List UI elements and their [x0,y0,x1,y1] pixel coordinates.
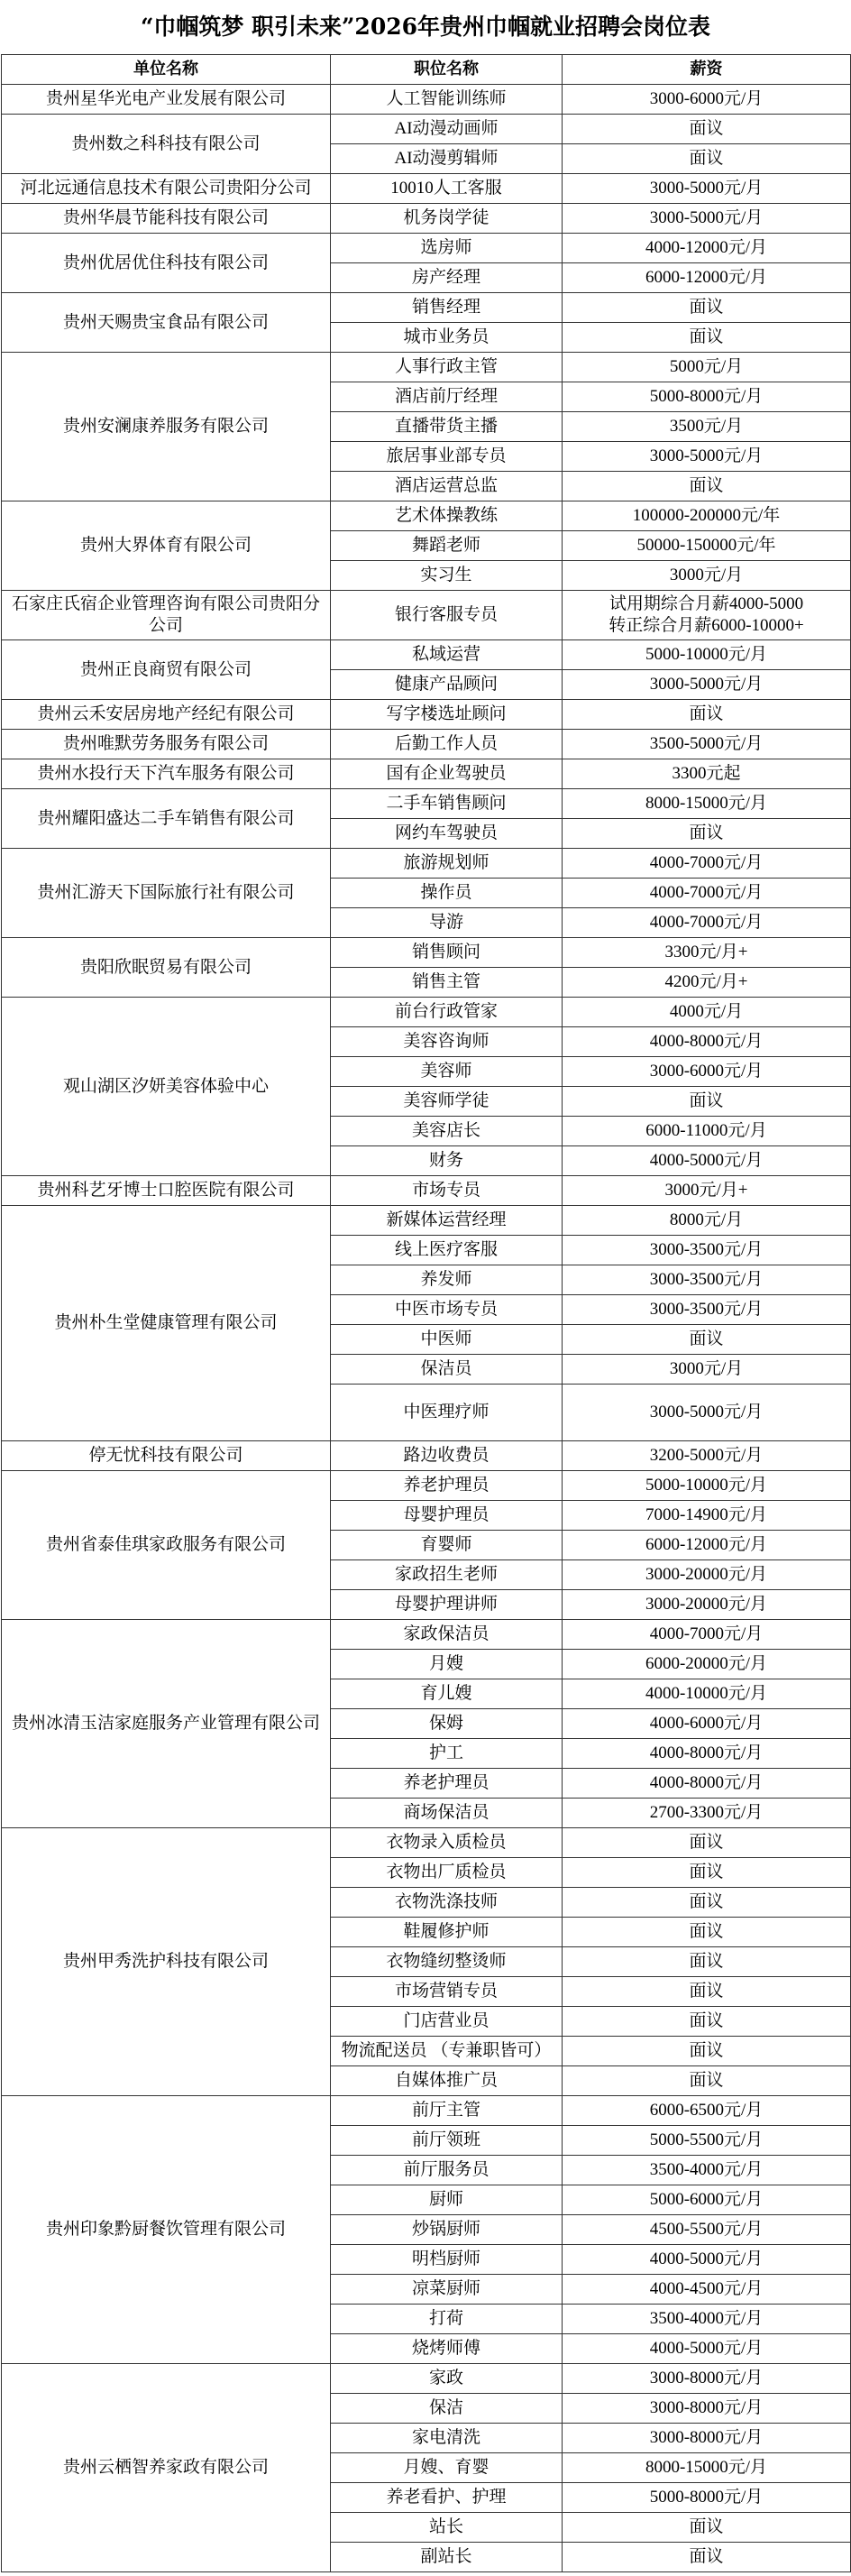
position-cell: 银行客服专员 [331,591,563,640]
page-title: “巾帼筑梦 职引未来”2026年贵州巾帼就业招聘会岗位表 [140,14,711,40]
position-cell: 导游 [331,908,563,938]
position-cell: 市场专员 [331,1176,563,1206]
company-name-cell: 观山湖区汐妍美容体验中心 [2,998,331,1176]
position-cell: 销售经理 [331,293,563,323]
salary-cell: 3000-6000元/月 [563,1057,851,1087]
salary-cell: 面议 [563,2066,851,2096]
salary-cell: 6000-12000元/月 [563,1531,851,1560]
table-row [2,1828,851,1858]
position-cell: 养老看护、护理 [331,2483,563,2513]
salary-cell: 3500-5000元/月 [563,730,851,759]
position-cell: 10010人工客服 [331,174,563,204]
company-name-cell: 贵州科艺牙博士口腔医院有限公司 [2,1176,331,1206]
salary-cell: 3000-20000元/月 [563,1560,851,1590]
table-row [2,2096,851,2126]
table-row [2,849,851,879]
salary-cell: 4000-5000元/月 [563,1146,851,1176]
position-cell: 副站长 [331,2543,563,2572]
table-header-row [2,55,851,85]
salary-cell: 2700-3300元/月 [563,1799,851,1828]
salary-cell: 面议 [563,819,851,849]
position-cell: 保洁员 [331,1355,563,1385]
position-cell: 商场保洁员 [331,1799,563,1828]
salary-cell: 4200元/月+ [563,968,851,998]
table-row [2,640,851,670]
salary-cell: 面议 [563,144,851,174]
position-cell: 前厅领班 [331,2126,563,2156]
company-name-cell: 贵州冰清玉洁家庭服务产业管理有限公司 [2,1620,331,1828]
salary-cell: 8000元/月 [563,1206,851,1236]
position-cell: 市场营销专员 [331,1977,563,2007]
table-row [2,1471,851,1501]
salary-cell: 面议 [563,1087,851,1117]
company-name-cell: 贵州省泰佳琪家政服务有限公司 [2,1471,331,1620]
table-row [2,1620,851,1650]
position-cell: 自媒体推广员 [331,2066,563,2096]
position-cell: 中医理疗师 [331,1385,563,1441]
company-name-cell: 贵州甲秀洗护科技有限公司 [2,1828,331,2096]
salary-cell: 面议 [563,1828,851,1858]
position-cell: 写字楼选址顾问 [331,700,563,730]
position-cell: AI动漫剪辑师 [331,144,563,174]
position-cell: 财务 [331,1146,563,1176]
salary-cell: 4000-5000元/月 [563,2334,851,2364]
table-row [2,2364,851,2394]
salary-cell: 4000-5000元/月 [563,2245,851,2275]
table-row [2,998,851,1027]
salary-cell: 面议 [563,1325,851,1355]
position-cell: 保姆 [331,1709,563,1739]
position-cell: 站长 [331,2513,563,2543]
company-name-cell: 贵州印象黔厨餐饮管理有限公司 [2,2096,331,2364]
table-header [2,55,851,85]
salary-cell: 3500-4000元/月 [563,2156,851,2185]
position-cell: 二手车销售顾问 [331,789,563,819]
salary-cell: 试用期综合月薪4000-5000 转正综合月薪6000-10000+ [563,591,851,640]
position-cell: 打荷 [331,2305,563,2334]
position-cell: 艺术体操教练 [331,501,563,531]
table-row [2,700,851,730]
position-cell: 炒锅厨师 [331,2215,563,2245]
salary-cell: 面议 [563,1888,851,1918]
position-cell: 衣物录入质检员 [331,1828,563,1858]
position-cell: 养老护理员 [331,1471,563,1501]
position-cell: 育婴师 [331,1531,563,1560]
position-cell: 美容师 [331,1057,563,1087]
salary-cell: 4000-7000元/月 [563,849,851,879]
position-cell: 国有企业驾驶员 [331,759,563,789]
salary-cell: 3200-5000元/月 [563,1441,851,1471]
salary-cell: 3000元/月+ [563,1176,851,1206]
company-name-cell: 河北远通信息技术有限公司贵阳分公司 [2,174,331,204]
table-row [2,730,851,759]
company-name-cell: 贵州正良商贸有限公司 [2,640,331,700]
position-cell: 明档厨师 [331,2245,563,2275]
position-cell: 房产经理 [331,263,563,293]
table-body [2,85,851,2572]
company-name-cell: 贵州安澜康养服务有限公司 [2,353,331,501]
position-cell: 前台行政管家 [331,998,563,1027]
salary-cell: 6000-12000元/月 [563,263,851,293]
table-row [2,759,851,789]
salary-cell: 4000-6000元/月 [563,1709,851,1739]
table-row [2,204,851,234]
company-name-cell: 贵州数之科科技有限公司 [2,115,331,174]
position-cell: 机务岗学徒 [331,204,563,234]
company-name-cell: 贵州唯默劳务服务有限公司 [2,730,331,759]
company-name-cell: 贵阳欣眠贸易有限公司 [2,938,331,998]
position-cell: 凉菜厨师 [331,2275,563,2305]
position-cell: 中医师 [331,1325,563,1355]
company-name-cell: 贵州天赐贵宝食品有限公司 [2,293,331,353]
company-name-cell: 停无忧科技有限公司 [2,1441,331,1471]
salary-cell: 3000-6000元/月 [563,85,851,115]
position-cell: 家政 [331,2364,563,2394]
table-row [2,174,851,204]
position-cell: 前厅主管 [331,2096,563,2126]
position-cell: 鞋履修护师 [331,1918,563,1947]
table-row [2,293,851,323]
salary-cell: 4000-10000元/月 [563,1679,851,1709]
salary-cell: 面议 [563,323,851,353]
salary-cell: 3000-5000元/月 [563,670,851,700]
salary-cell: 100000-200000元/年 [563,501,851,531]
salary-cell: 5000-10000元/月 [563,1471,851,1501]
company-name-cell: 石家庄氏宿企业管理咨询有限公司贵阳分公司 [2,591,331,640]
salary-cell: 3000元/月 [563,1355,851,1385]
position-cell: 育儿嫂 [331,1679,563,1709]
salary-cell: 3500元/月 [563,412,851,442]
salary-cell: 3000-20000元/月 [563,1590,851,1620]
salary-cell: 6000-11000元/月 [563,1117,851,1146]
salary-cell: 4000-12000元/月 [563,234,851,263]
header-salary: 薪资 [563,55,851,85]
salary-cell: 4000-8000元/月 [563,1769,851,1799]
company-name-cell: 贵州汇游天下国际旅行社有限公司 [2,849,331,938]
salary-cell: 4000-7000元/月 [563,879,851,908]
position-cell: 养发师 [331,1265,563,1295]
salary-cell: 3000元/月 [563,561,851,591]
table-row [2,789,851,819]
salary-cell: 3300元/月+ [563,938,851,968]
salary-cell: 4000-7000元/月 [563,1620,851,1650]
position-cell: 人事行政主管 [331,353,563,382]
table-row [2,1441,851,1471]
position-cell: 网约车驾驶员 [331,819,563,849]
header-company: 单位名称 [2,55,331,85]
salary-cell: 面议 [563,1918,851,1947]
salary-cell: 5000-8000元/月 [563,382,851,412]
position-cell: 销售顾问 [331,938,563,968]
position-cell: 新媒体运营经理 [331,1206,563,1236]
salary-cell: 3000-8000元/月 [563,2364,851,2394]
salary-cell: 3000-5000元/月 [563,174,851,204]
salary-cell: 3000-8000元/月 [563,2394,851,2424]
table-row [2,234,851,263]
position-cell: 酒店前厅经理 [331,382,563,412]
position-cell: 选房师 [331,234,563,263]
position-cell: 母婴护理讲师 [331,1590,563,1620]
salary-cell: 面议 [563,293,851,323]
company-name-cell: 贵州大界体育有限公司 [2,501,331,591]
salary-cell: 面议 [563,2543,851,2572]
salary-cell: 3000-3500元/月 [563,1236,851,1265]
position-cell: 舞蹈老师 [331,531,563,561]
salary-cell: 4500-5500元/月 [563,2215,851,2245]
salary-cell: 5000-6000元/月 [563,2185,851,2215]
salary-cell: 面议 [563,472,851,501]
position-cell: 中医市场专员 [331,1295,563,1325]
position-cell: AI动漫动画师 [331,115,563,144]
company-name-cell: 贵州耀阳盛达二手车销售有限公司 [2,789,331,849]
salary-cell: 3000-3500元/月 [563,1265,851,1295]
salary-cell: 3000-5000元/月 [563,204,851,234]
salary-cell: 3000-8000元/月 [563,2424,851,2453]
position-cell: 衣物出厂质检员 [331,1858,563,1888]
salary-cell: 3000-5000元/月 [563,442,851,472]
salary-cell: 5000-5500元/月 [563,2126,851,2156]
salary-cell: 8000-15000元/月 [563,2453,851,2483]
position-cell: 实习生 [331,561,563,591]
position-cell: 私域运营 [331,640,563,670]
salary-cell: 3000-3500元/月 [563,1295,851,1325]
position-cell: 前厅服务员 [331,2156,563,2185]
header-position: 职位名称 [331,55,563,85]
salary-cell: 6000-6500元/月 [563,2096,851,2126]
position-cell: 家政保洁员 [331,1620,563,1650]
position-cell: 月嫂、育婴 [331,2453,563,2483]
salary-cell: 面议 [563,1947,851,1977]
table-row [2,591,851,640]
company-name-cell: 贵州云禾安居房地产经纪有限公司 [2,700,331,730]
position-cell: 美容店长 [331,1117,563,1146]
position-cell: 保洁 [331,2394,563,2424]
company-name-cell: 贵州水投行天下汽车服务有限公司 [2,759,331,789]
company-name-cell: 贵州朴生堂健康管理有限公司 [2,1206,331,1441]
position-cell: 销售主管 [331,968,563,998]
position-cell: 美容师学徒 [331,1087,563,1117]
position-cell: 旅居事业部专员 [331,442,563,472]
table-row [2,1206,851,1236]
company-name-cell: 贵州星华光电产业发展有限公司 [2,85,331,115]
salary-cell: 5000元/月 [563,353,851,382]
salary-cell: 4000元/月 [563,998,851,1027]
position-cell: 衣物缝纫整烫师 [331,1947,563,1977]
position-cell: 后勤工作人员 [331,730,563,759]
position-cell: 衣物洗涤技师 [331,1888,563,1918]
position-cell: 护工 [331,1739,563,1769]
company-name-cell: 贵州云栖智养家政有限公司 [2,2364,331,2572]
table-row [2,115,851,144]
position-cell: 操作员 [331,879,563,908]
position-cell: 母婴护理员 [331,1501,563,1531]
position-cell: 酒店运营总监 [331,472,563,501]
salary-cell: 4000-8000元/月 [563,1027,851,1057]
salary-cell: 8000-15000元/月 [563,789,851,819]
salary-cell: 面议 [563,1858,851,1888]
job-table [1,54,851,2572]
salary-cell: 5000-8000元/月 [563,2483,851,2513]
salary-cell: 面议 [563,700,851,730]
position-cell: 美容咨询师 [331,1027,563,1057]
position-cell: 物流配送员 （专兼职皆可） [331,2037,563,2066]
salary-cell: 4000-8000元/月 [563,1739,851,1769]
salary-cell: 面议 [563,2037,851,2066]
salary-cell: 4000-7000元/月 [563,908,851,938]
position-cell: 养老护理员 [331,1769,563,1799]
position-cell: 门店营业员 [331,2007,563,2037]
company-name-cell: 贵州优居优住科技有限公司 [2,234,331,293]
salary-cell: 面议 [563,2513,851,2543]
table-row [2,85,851,115]
position-cell: 烧烤师傅 [331,2334,563,2364]
position-cell: 路边收费员 [331,1441,563,1471]
position-cell: 城市业务员 [331,323,563,353]
salary-cell: 3500-4000元/月 [563,2305,851,2334]
salary-cell: 7000-14900元/月 [563,1501,851,1531]
salary-cell: 面议 [563,1977,851,2007]
salary-cell: 4000-4500元/月 [563,2275,851,2305]
position-cell: 线上医疗客服 [331,1236,563,1265]
position-cell: 家电清洗 [331,2424,563,2453]
company-name-cell: 贵州华晨节能科技有限公司 [2,204,331,234]
table-row [2,501,851,531]
table-row [2,1176,851,1206]
table-row [2,353,851,382]
position-cell: 家政招生老师 [331,1560,563,1590]
position-cell: 厨师 [331,2185,563,2215]
salary-cell: 5000-10000元/月 [563,640,851,670]
salary-cell: 3300元起 [563,759,851,789]
salary-cell: 3000-5000元/月 [563,1385,851,1441]
salary-cell: 50000-150000元/年 [563,531,851,561]
position-cell: 健康产品顾问 [331,670,563,700]
position-cell: 直播带货主播 [331,412,563,442]
position-cell: 旅游规划师 [331,849,563,879]
position-cell: 人工智能训练师 [331,85,563,115]
salary-cell: 6000-20000元/月 [563,1650,851,1679]
position-cell: 月嫂 [331,1650,563,1679]
salary-cell: 面议 [563,115,851,144]
table-row [2,938,851,968]
salary-cell: 面议 [563,2007,851,2037]
